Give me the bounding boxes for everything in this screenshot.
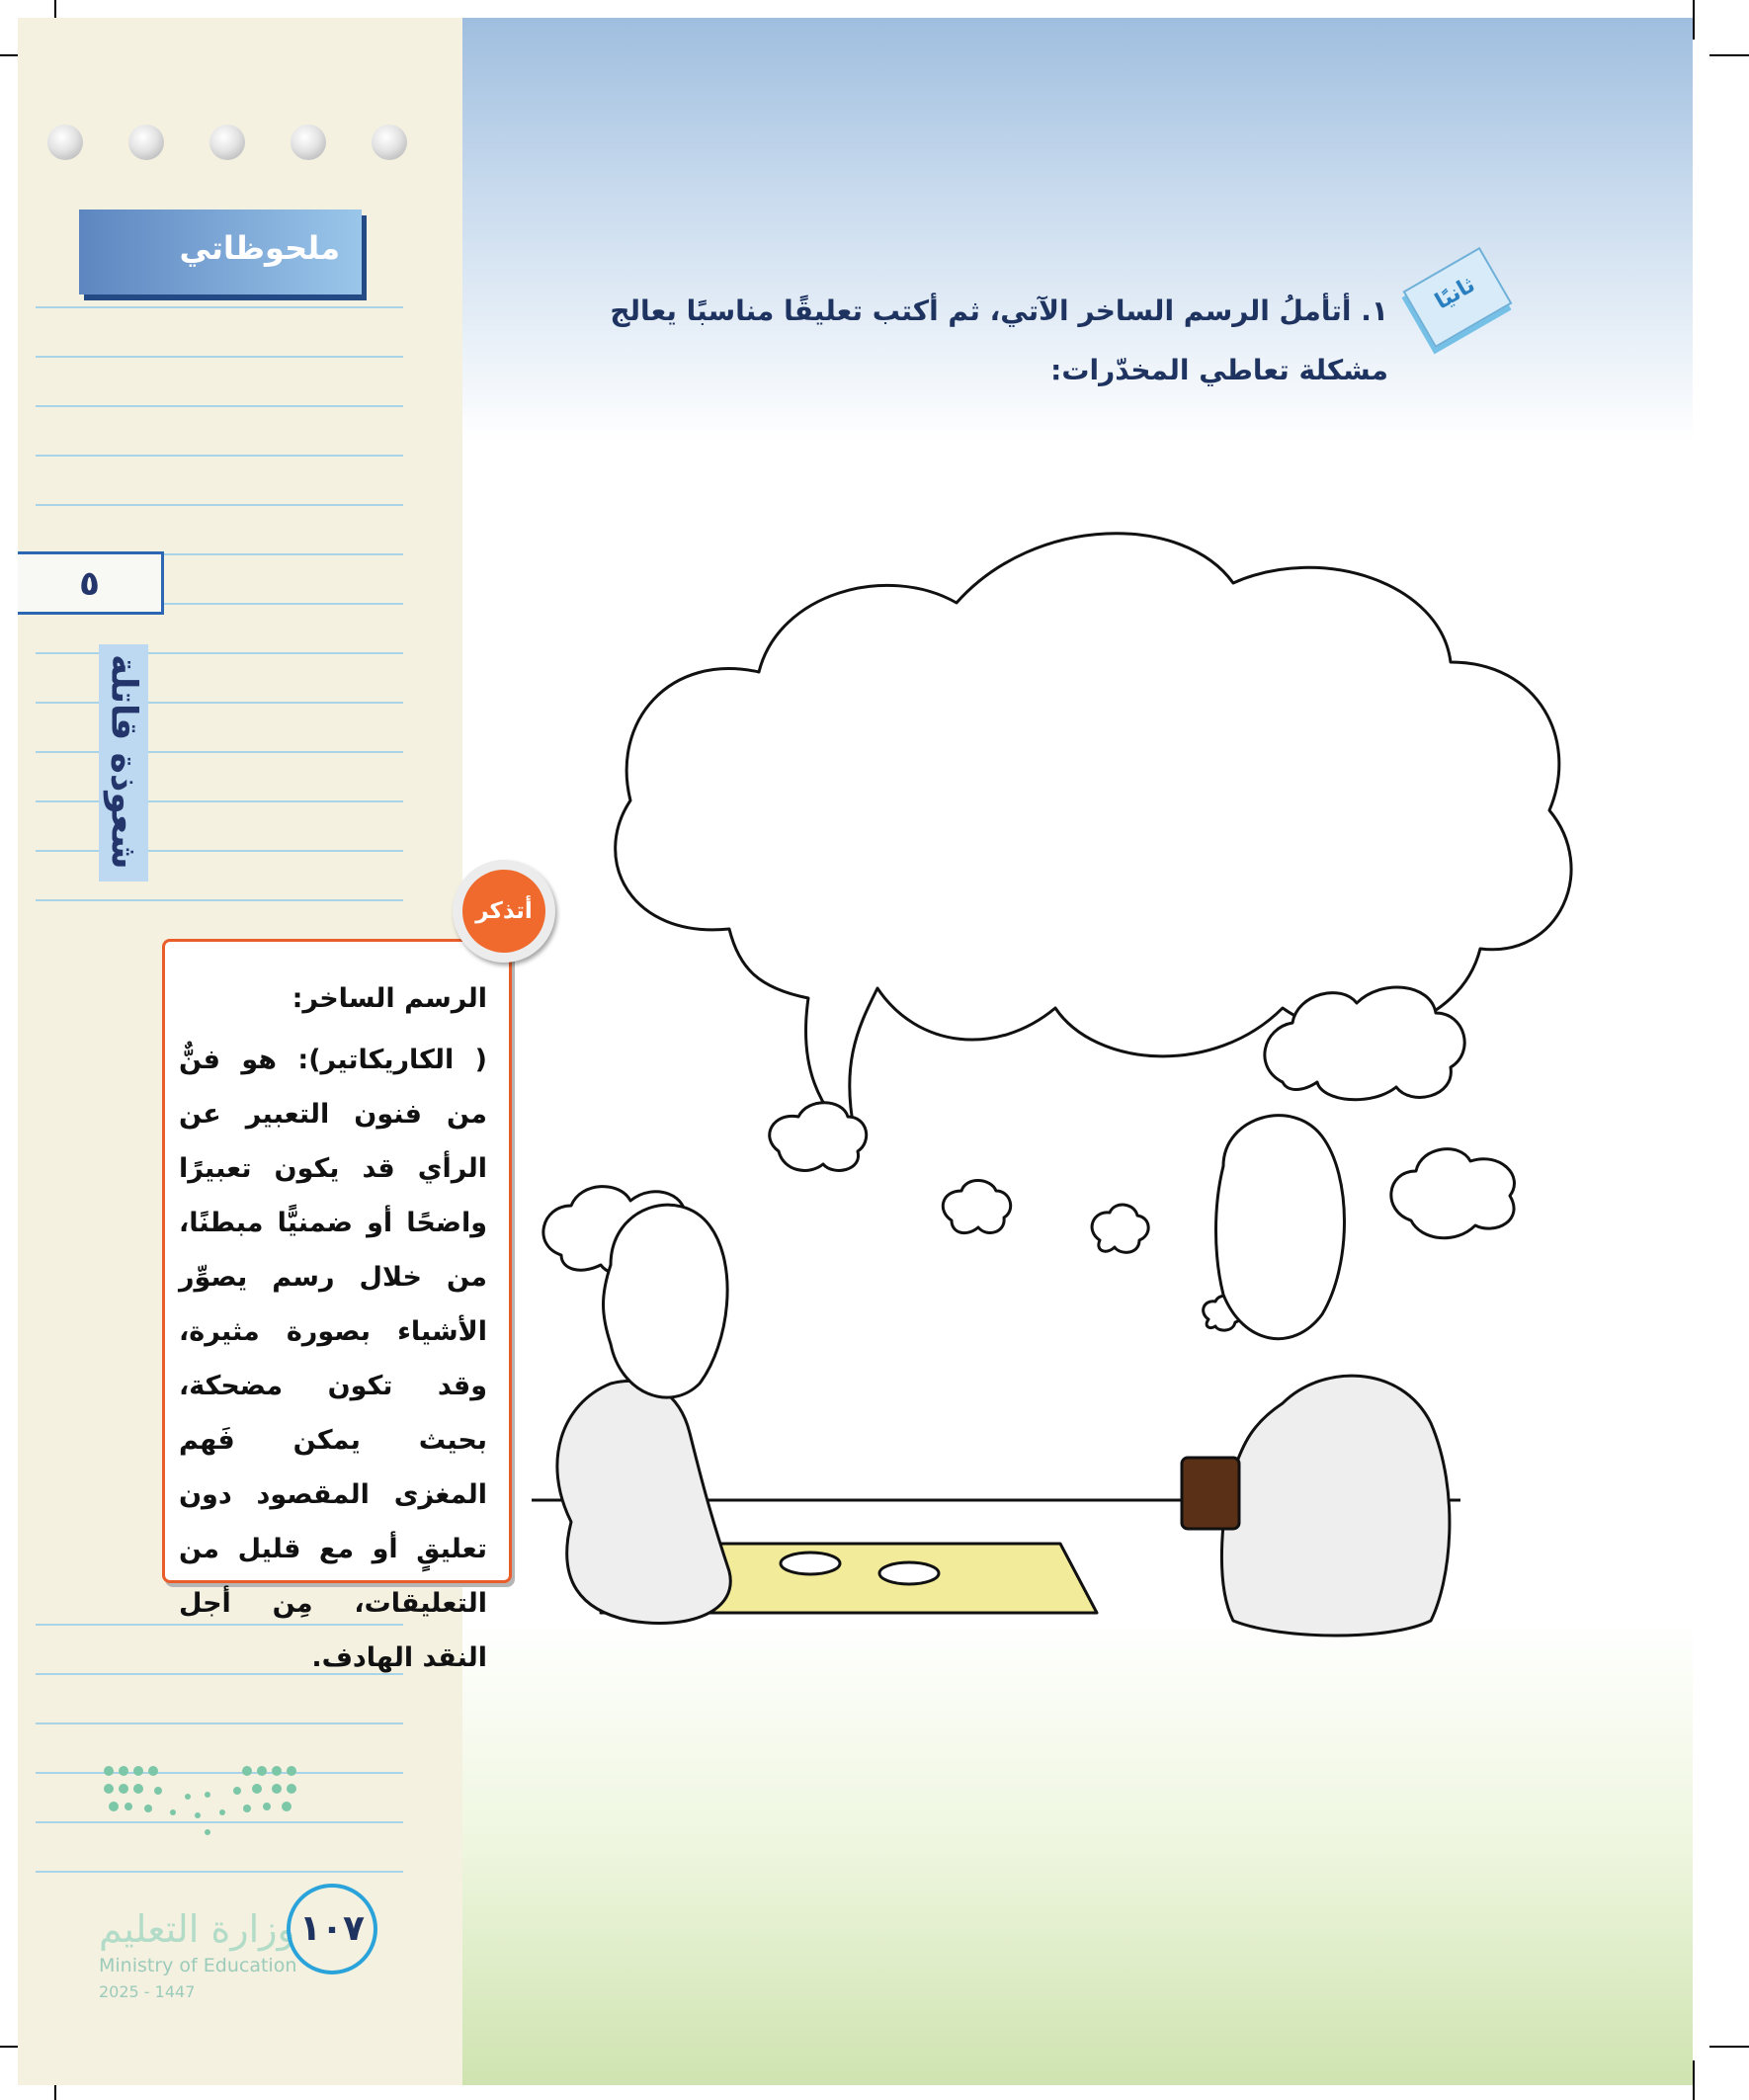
ruled-line	[36, 455, 403, 457]
ruled-line	[36, 702, 403, 704]
notes-header-tab	[79, 210, 362, 294]
cup-icon	[879, 1562, 939, 1584]
man-right-body	[1221, 1376, 1449, 1636]
crop-mark	[1709, 54, 1749, 56]
section-tag-label: ثانيًا	[1431, 272, 1480, 315]
ruled-line	[36, 751, 403, 753]
reminder-badge-label: أتذكر	[462, 870, 545, 953]
ruled-line	[36, 405, 403, 407]
cup-icon	[781, 1553, 840, 1574]
crop-mark	[1693, 0, 1695, 40]
unit-number-box	[18, 551, 164, 615]
tea-glass-icon	[1182, 1458, 1239, 1529]
binder-hole-icon	[128, 125, 164, 160]
unit-number: ٥	[79, 564, 100, 604]
crop-mark	[1709, 2046, 1749, 2048]
unit-title-strip	[99, 644, 148, 882]
ruled-line	[36, 306, 403, 308]
binder-hole-icon	[209, 125, 245, 160]
unit-title: شعوذة قاتلة	[103, 654, 144, 870]
notes-label: ملحوظاتي	[179, 229, 340, 267]
question-text: ١. أتأملُ الرسم الساخر الآتي، ثم أكتب تعليقًا مناسبًا يعالج مشكلة تعاطي المخدّرات:	[610, 294, 1388, 386]
ruled-line	[36, 504, 403, 506]
ministry-name-ar: وزارة التعليم	[99, 1907, 295, 1951]
binder-hole-icon	[47, 125, 83, 160]
reminder-body: ( الكاريكاتير): هو فنٌّ من فنون التعبير عن الرأي قد يكون تعبيرًا واضحًا أو ضمنيًّا مبطنًا، من خلال رسم يصوِّر الأشياء بصورة مثيرة، وقد تكون مضحكة، بحيث يمكن فَهم المغزى المقصود دون تعليقٍ أو مع قليل من التعليقات، مِن أجل النقد الهادف.	[179, 1045, 487, 1673]
binder-hole-icon	[291, 125, 326, 160]
cartoon-illustration	[462, 474, 1693, 1660]
ruled-line	[36, 652, 403, 654]
ruled-line	[36, 1871, 403, 1873]
man-right-head	[1216, 1116, 1345, 1339]
thought-cloud	[1092, 1205, 1148, 1252]
ministry-name-en: Ministry of Education	[99, 1955, 297, 1976]
page-number: ١٠٧	[287, 1884, 377, 1974]
ruled-line	[36, 899, 403, 901]
man-left-head	[604, 1205, 728, 1397]
ministry-logo-icon	[99, 1761, 316, 1860]
ruled-line	[36, 1722, 403, 1724]
reminder-box	[162, 939, 512, 1673]
ruled-line	[36, 850, 403, 852]
thought-cloud	[1391, 1149, 1515, 1238]
reminder-title: الرسم الساخر:	[292, 983, 487, 1014]
thought-cloud	[943, 1180, 1010, 1232]
binder-hole-icon	[372, 125, 407, 160]
ruled-line	[36, 356, 403, 358]
crop-mark	[1693, 2060, 1695, 2100]
ruled-line	[36, 800, 403, 802]
man-left-body	[557, 1381, 730, 1623]
ministry-year: 2025 - 1447	[99, 1982, 196, 2001]
